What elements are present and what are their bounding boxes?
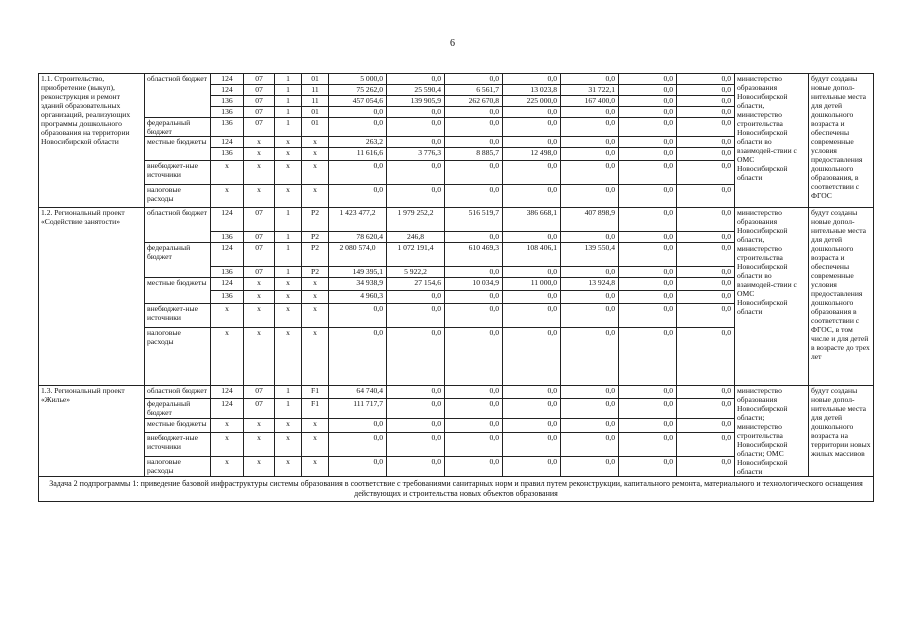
table-cell: 0,0 <box>387 419 445 432</box>
table-cell: x <box>211 419 244 432</box>
table-cell: P2 <box>302 232 329 243</box>
table-cell: 34 938,9 <box>329 278 387 291</box>
table-cell: 0,0 <box>387 107 445 118</box>
table-cell: 0,0 <box>677 232 735 243</box>
table-cell: 25 590,4 <box>387 85 445 96</box>
table-cell: 0,0 <box>677 243 735 267</box>
table-cell: 0,0 <box>503 304 561 328</box>
table-cell: 0,0 <box>677 85 735 96</box>
table-cell: 0,0 <box>329 161 387 185</box>
table-cell: федеральный бюджет <box>145 243 211 278</box>
table-cell: 1 072 191,4 <box>387 243 445 267</box>
table-cell: 0,0 <box>561 232 619 243</box>
table-cell: 0,0 <box>329 457 387 477</box>
table-cell: 0,0 <box>677 419 735 432</box>
table-cell: 0,0 <box>503 74 561 85</box>
table-cell: x <box>275 148 302 161</box>
table-cell: местные бюджеты <box>145 278 211 304</box>
table-cell: 111 717,7 <box>329 399 387 419</box>
table-cell: местные бюджеты <box>145 419 211 432</box>
table-cell: 0,0 <box>445 267 503 278</box>
table-cell: 0,0 <box>619 328 677 386</box>
table-cell: x <box>302 328 329 386</box>
table-cell: 11 <box>302 85 329 96</box>
table-cell: 263,2 <box>329 137 387 148</box>
table-cell: 0,0 <box>445 432 503 457</box>
table-cell: налоговые расходы <box>145 457 211 477</box>
table-cell: 11 616,6 <box>329 148 387 161</box>
table-cell: 0,0 <box>619 74 677 85</box>
table-cell: x <box>302 148 329 161</box>
table-cell: налоговые расходы <box>145 328 211 386</box>
table-cell: 262 670,8 <box>445 96 503 107</box>
table-cell: 0,0 <box>329 304 387 328</box>
table-cell: 07 <box>244 96 275 107</box>
table-cell: 1.1. Строительство, приобретение (выкуп), реконструкция и ремонт зданий образовательных организаций, реализующих программы дошкольного образования на территории Новосибирской области <box>39 74 145 208</box>
table-cell: x <box>275 291 302 304</box>
table-cell: x <box>244 137 275 148</box>
table-cell: налоговые расходы <box>145 185 211 208</box>
table-cell: x <box>244 457 275 477</box>
table-cell: x <box>302 304 329 328</box>
table-cell: 0,0 <box>619 137 677 148</box>
table-cell: министерство образования Новосибирской области, министерство строительства Новосибирской области во взаимодей-ствии с ОМС Новосибирской области <box>735 74 809 208</box>
table-cell: 1 <box>275 208 302 232</box>
table-cell: 0,0 <box>503 118 561 137</box>
table-cell: P2 <box>302 243 329 267</box>
table-cell: 0,0 <box>619 291 677 304</box>
table-cell: 0,0 <box>503 232 561 243</box>
table-cell: 0,0 <box>503 328 561 386</box>
table-cell: 07 <box>244 386 275 399</box>
task-row <box>39 477 874 502</box>
table-cell: 0,0 <box>503 161 561 185</box>
table-cell: P2 <box>302 267 329 278</box>
table-cell: 0,0 <box>619 96 677 107</box>
table-cell: 0,0 <box>619 386 677 399</box>
table-cell: 0,0 <box>445 304 503 328</box>
table-cell: 407 898,9 <box>561 208 619 232</box>
page-number: 6 <box>450 38 455 49</box>
table-cell: x <box>211 185 244 208</box>
table-cell: 0,0 <box>677 208 735 232</box>
table-cell: x <box>275 137 302 148</box>
table-cell: x <box>302 419 329 432</box>
table-cell: 0,0 <box>329 185 387 208</box>
table-cell: P2 <box>302 208 329 232</box>
table-cell: 1.2. Региональный проект «Содействие занятости» <box>39 208 145 386</box>
table-cell: 0,0 <box>677 137 735 148</box>
table-cell: 0,0 <box>677 278 735 291</box>
table-cell: 0,0 <box>619 185 677 208</box>
table-cell: 31 722,1 <box>561 85 619 96</box>
table-cell: 0,0 <box>561 291 619 304</box>
table-cell: 136 <box>211 118 244 137</box>
table-cell: x <box>302 278 329 291</box>
table-cell: 0,0 <box>619 161 677 185</box>
table-cell: 136 <box>211 148 244 161</box>
table-cell: 07 <box>244 118 275 137</box>
table-cell: 0,0 <box>503 399 561 419</box>
table-cell: 75 262,0 <box>329 85 387 96</box>
task-description: Задача 2 подпрограммы 1: приведение базовой инфраструктуры системы образования в соответствие с требованиями санитарных норм и правил путем реконструкции, капитального ремонта, материального и технологического оснащения действующих и строительства новых объектов образования <box>39 477 874 502</box>
table-cell: 1 <box>275 243 302 267</box>
table-cell: 136 <box>211 107 244 118</box>
table-cell: 0,0 <box>677 118 735 137</box>
table-cell: 1 <box>275 74 302 85</box>
table-cell: 136 <box>211 267 244 278</box>
table-cell: 0,0 <box>619 267 677 278</box>
table-cell: 2 080 574,0 <box>329 243 387 267</box>
table-cell: 3 776,3 <box>387 148 445 161</box>
table-cell: 27 154,6 <box>387 278 445 291</box>
table-cell: x <box>275 328 302 386</box>
table-cell: F1 <box>302 386 329 399</box>
table-cell: будут созданы новые допол-нительные места для детей дошкольного возраста на территории новых жилых массивов <box>809 386 874 477</box>
table-cell: 0,0 <box>329 419 387 432</box>
table-cell: 136 <box>211 291 244 304</box>
table-cell: 0,0 <box>619 243 677 267</box>
table-cell: 0,0 <box>445 107 503 118</box>
table-cell: 1.3. Региональный проект «Жилье» <box>39 386 145 477</box>
table-cell: x <box>244 278 275 291</box>
table-cell: 0,0 <box>561 107 619 118</box>
table-cell: 0,0 <box>329 432 387 457</box>
table-cell: x <box>275 304 302 328</box>
table-cell: 0,0 <box>503 267 561 278</box>
table-cell: x <box>302 291 329 304</box>
table-cell: 1 <box>275 85 302 96</box>
table-cell: x <box>244 304 275 328</box>
table-cell: 124 <box>211 74 244 85</box>
table-cell: 0,0 <box>619 85 677 96</box>
table-cell: 0,0 <box>387 74 445 85</box>
table-cell: 64 740,4 <box>329 386 387 399</box>
table-cell: 0,0 <box>677 304 735 328</box>
table-cell: 0,0 <box>445 118 503 137</box>
table-cell: 13 023,8 <box>503 85 561 96</box>
table-cell: x <box>302 457 329 477</box>
table-cell: 0,0 <box>445 328 503 386</box>
table-cell: 0,0 <box>619 419 677 432</box>
table-cell: x <box>244 148 275 161</box>
table-cell: 0,0 <box>387 304 445 328</box>
table-cell: федеральный бюджет <box>145 399 211 419</box>
table-cell: 0,0 <box>619 304 677 328</box>
table-cell: x <box>244 432 275 457</box>
table-cell: 0,0 <box>677 74 735 85</box>
table-cell: 0,0 <box>329 107 387 118</box>
table-cell: 0,0 <box>445 386 503 399</box>
table-cell: 0,0 <box>503 432 561 457</box>
table-cell: внебюджет-ные источники <box>145 161 211 185</box>
table-cell: 0,0 <box>561 386 619 399</box>
table-cell: 124 <box>211 399 244 419</box>
table-cell: 07 <box>244 399 275 419</box>
table-cell: 124 <box>211 85 244 96</box>
table-cell: 139 905,9 <box>387 96 445 107</box>
table-cell: 12 498,0 <box>503 148 561 161</box>
table-cell: x <box>211 161 244 185</box>
table-cell: 0,0 <box>387 457 445 477</box>
table-cell: 0,0 <box>445 399 503 419</box>
table-cell: x <box>275 457 302 477</box>
table-cell: 0,0 <box>387 432 445 457</box>
table-cell: 01 <box>302 107 329 118</box>
table-cell: 07 <box>244 85 275 96</box>
table-cell: 0,0 <box>387 118 445 137</box>
table-cell: 124 <box>211 208 244 232</box>
table-cell: 5 922,2 <box>387 267 445 278</box>
table-cell: x <box>275 278 302 291</box>
table-cell: 0,0 <box>619 432 677 457</box>
table-cell: 0,0 <box>677 161 735 185</box>
table-cell: 0,0 <box>561 457 619 477</box>
table-cell: 1 423 477,2 <box>329 208 387 232</box>
table-cell: 457 054,6 <box>329 96 387 107</box>
budget-table <box>38 73 874 502</box>
table-cell: 0,0 <box>561 304 619 328</box>
table-cell: федеральный бюджет <box>145 118 211 137</box>
table-cell: 0,0 <box>619 232 677 243</box>
table-cell: 1 <box>275 232 302 243</box>
table-cell: 0,0 <box>619 107 677 118</box>
table-cell: 0,0 <box>445 137 503 148</box>
table-cell: 0,0 <box>503 185 561 208</box>
table-cell: 0,0 <box>329 328 387 386</box>
table-cell: 149 395,1 <box>329 267 387 278</box>
table-cell: 0,0 <box>445 291 503 304</box>
table-cell: 1 <box>275 107 302 118</box>
table-cell: министерство образования Новосибирской области, министерство строительства Новосибирской области во взаимодей-ствии с ОМС Новосибирской области <box>735 208 809 386</box>
table-cell: 0,0 <box>561 399 619 419</box>
table-cell: 8 885,7 <box>445 148 503 161</box>
table-cell: 0,0 <box>619 208 677 232</box>
table-cell: 0,0 <box>561 328 619 386</box>
table-cell: 0,0 <box>561 267 619 278</box>
table-cell: 246,8 <box>387 232 445 243</box>
table-cell: 0,0 <box>503 457 561 477</box>
table-cell: 0,0 <box>387 291 445 304</box>
table-cell: местные бюджеты <box>145 137 211 161</box>
table-cell: 0,0 <box>619 118 677 137</box>
table-cell: областной бюджет <box>145 386 211 399</box>
table-cell: x <box>211 457 244 477</box>
table-cell: 4 960,3 <box>329 291 387 304</box>
table-cell: областной бюджет <box>145 74 211 118</box>
table-cell: 0,0 <box>561 432 619 457</box>
table-cell: 11 <box>302 96 329 107</box>
table-cell: 0,0 <box>677 386 735 399</box>
table-cell: будут созданы новые допол-нительные места для детей дошкольного возраста и обеспечены современные условия предоставления дошкольного образования в соответствии с ФГОС, в том числе и для детей в возрасте до трех лет <box>809 208 874 386</box>
table-cell: 516 519,7 <box>445 208 503 232</box>
table-cell: x <box>302 185 329 208</box>
table-cell: 1 <box>275 118 302 137</box>
table-cell: 01 <box>302 118 329 137</box>
table-cell: 0,0 <box>445 185 503 208</box>
table-cell: министерство образования Новосибирской области; министерство строительства Новосибирской области; ОМС Новосибирской области <box>735 386 809 477</box>
table-cell: 0,0 <box>387 185 445 208</box>
table-cell: x <box>244 291 275 304</box>
table-cell: x <box>302 432 329 457</box>
table-cell: x <box>244 161 275 185</box>
table-cell: F1 <box>302 399 329 419</box>
table-cell: 0,0 <box>677 432 735 457</box>
table-cell: будут созданы новые допол-нительные места для детей дошкольного возраста и обеспечены современные условия предоставления дошкольного образования, в соответствии с ФГОС <box>809 74 874 208</box>
table-cell: 0,0 <box>503 137 561 148</box>
table-cell: 07 <box>244 232 275 243</box>
table-cell: 0,0 <box>329 118 387 137</box>
table-cell: x <box>244 328 275 386</box>
table-row <box>39 74 874 85</box>
table-cell: 0,0 <box>677 96 735 107</box>
table-cell: 5 000,0 <box>329 74 387 85</box>
table-cell: 139 550,4 <box>561 243 619 267</box>
table-cell: x <box>275 185 302 208</box>
table-cell: 0,0 <box>561 137 619 148</box>
table-cell: 0,0 <box>677 267 735 278</box>
table-cell: 01 <box>302 74 329 85</box>
table-cell: 0,0 <box>503 386 561 399</box>
table-cell: 0,0 <box>619 278 677 291</box>
table-cell: 11 000,0 <box>503 278 561 291</box>
table-cell: 10 034,9 <box>445 278 503 291</box>
table-cell: 0,0 <box>445 419 503 432</box>
table-cell: 07 <box>244 243 275 267</box>
table-cell: 0,0 <box>503 291 561 304</box>
table-cell: внебюджет-ные источники <box>145 304 211 328</box>
table-cell: 0,0 <box>561 148 619 161</box>
table-cell: 0,0 <box>677 399 735 419</box>
table-cell: x <box>211 432 244 457</box>
table-cell: 78 620,4 <box>329 232 387 243</box>
table-cell: x <box>275 432 302 457</box>
table-cell: 0,0 <box>445 232 503 243</box>
table-cell: областной бюджет <box>145 208 211 243</box>
table-cell: 0,0 <box>677 107 735 118</box>
table-cell: 0,0 <box>619 457 677 477</box>
table-cell: 0,0 <box>561 118 619 137</box>
table-cell: 0,0 <box>619 148 677 161</box>
table-cell: внебюджет-ные источники <box>145 432 211 457</box>
table-cell: 1 <box>275 96 302 107</box>
table-cell: 108 406,1 <box>503 243 561 267</box>
table-cell: 386 668,1 <box>503 208 561 232</box>
table-cell: 6 561,7 <box>445 85 503 96</box>
table-cell: x <box>275 161 302 185</box>
table-cell: 1 <box>275 267 302 278</box>
table-cell: x <box>302 137 329 148</box>
table-cell: x <box>244 419 275 432</box>
table-cell: 0,0 <box>561 419 619 432</box>
table-row <box>39 208 874 232</box>
table-cell: 07 <box>244 267 275 278</box>
table-cell: 07 <box>244 208 275 232</box>
table-cell: 225 000,0 <box>503 96 561 107</box>
table-cell: x <box>302 161 329 185</box>
table-cell: 0,0 <box>677 457 735 477</box>
table-cell: 0,0 <box>445 74 503 85</box>
table-cell: 0,0 <box>677 185 735 208</box>
table-cell: x <box>211 304 244 328</box>
table-cell: 0,0 <box>445 161 503 185</box>
table-cell: 136 <box>211 96 244 107</box>
table-cell: 0,0 <box>387 328 445 386</box>
table-cell: 1 <box>275 399 302 419</box>
table-cell: 07 <box>244 74 275 85</box>
table-cell: 0,0 <box>561 74 619 85</box>
table-cell: 610 469,3 <box>445 243 503 267</box>
table-row <box>39 386 874 399</box>
table-cell: 07 <box>244 107 275 118</box>
table-cell: 124 <box>211 243 244 267</box>
table-cell: 136 <box>211 232 244 243</box>
table-cell: 0,0 <box>561 185 619 208</box>
table-cell: 1 979 252,2 <box>387 208 445 232</box>
table-cell: 0,0 <box>619 399 677 419</box>
table-cell: 1 <box>275 386 302 399</box>
table-cell: 0,0 <box>387 386 445 399</box>
table-cell: x <box>211 328 244 386</box>
table-cell: 124 <box>211 386 244 399</box>
table-cell: 13 924,8 <box>561 278 619 291</box>
table-cell: 0,0 <box>677 328 735 386</box>
table-cell: 0,0 <box>677 148 735 161</box>
table-cell: x <box>244 185 275 208</box>
table-cell: 0,0 <box>503 419 561 432</box>
table-cell: 0,0 <box>387 161 445 185</box>
table-cell: 0,0 <box>503 107 561 118</box>
table-cell: 0,0 <box>445 457 503 477</box>
table-cell: 124 <box>211 278 244 291</box>
table-cell: 167 400,0 <box>561 96 619 107</box>
table-cell: 0,0 <box>387 137 445 148</box>
table-cell: 0,0 <box>561 161 619 185</box>
table-cell: 0,0 <box>387 399 445 419</box>
table-cell: 124 <box>211 137 244 148</box>
table-cell: 0,0 <box>677 291 735 304</box>
table-cell: x <box>275 419 302 432</box>
